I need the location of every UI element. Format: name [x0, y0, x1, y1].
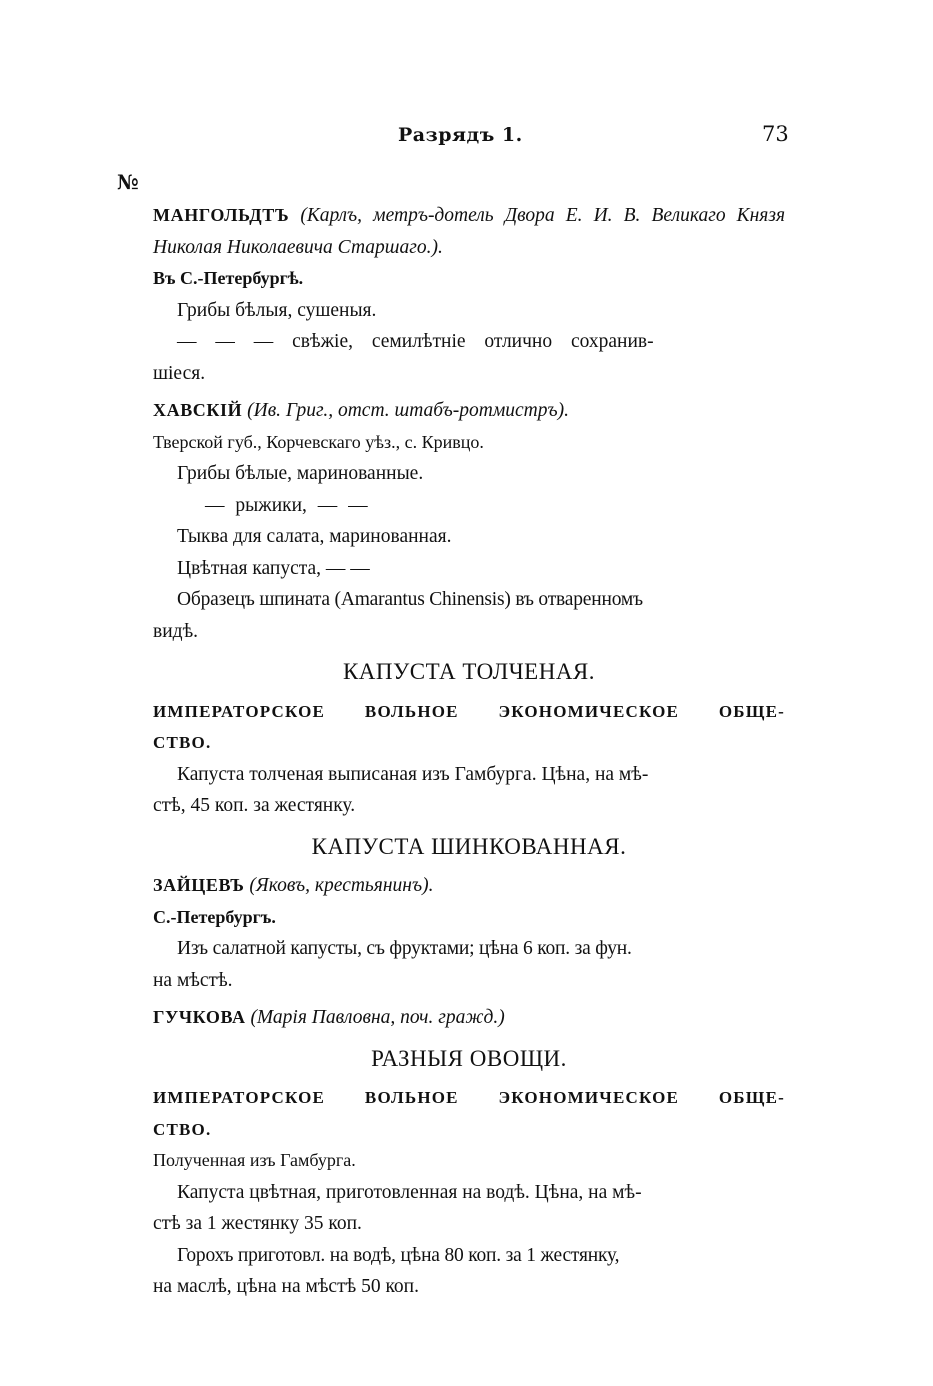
exhibit-item-continuation: стѣ за 1 жестянку 35 коп.: [153, 1213, 362, 1234]
exhibit-item: Изъ салатной капусты, съ фруктами; цѣна 6 коп. за фун.: [177, 938, 632, 959]
exhibitor-name: ЗАЙЦЕВЪ: [153, 875, 245, 895]
exhibitor-description: (Ив. Григ., отст. штабъ-ротмистръ).: [247, 400, 569, 421]
exhibitor-description: (Яковъ, крестьянинъ).: [249, 875, 434, 896]
page-body: [153, 200, 785, 1303]
exhibitor-name: ГУЧКОВА: [153, 1007, 246, 1027]
exhibitor-location: С.-Петербургъ.: [153, 906, 276, 927]
exhibit-item: Капуста толченая выписаная изъ Гамбурга. Цѣна, на мѣ-: [177, 763, 649, 785]
exhibitor-name: МАНГОЛЬДТЪ: [153, 205, 290, 225]
exhibitor-description: (Карлъ, метръ-дотель Двора Е. И. В. Великаго Князя Николая Николаевича Старшаго.).: [153, 205, 786, 258]
exhibitor-location: Тверской губ., Корчевскаго уѣз., с. Кривцо.: [153, 431, 484, 452]
exhibitor-entry: [153, 200, 785, 263]
exhibit-item: Капуста цвѣтная, приготовленная на водѣ. Цѣна, на мѣ-: [177, 1181, 642, 1203]
section-heading: РАЗНЫЯ ОВОЩИ.: [371, 1045, 567, 1071]
exhibitor-description: (Марія Павловна, поч. гражд.): [250, 1007, 505, 1028]
exhibit-item: — рыжики, — —: [205, 494, 368, 516]
exhibit-item-continuation: видѣ.: [153, 620, 199, 642]
organization-name-continuation: СТВО.: [153, 1119, 212, 1139]
exhibit-item-continuation: на мѣстѣ.: [153, 969, 233, 991]
numero-sign: №: [117, 170, 139, 194]
exhibit-item-continuation: стѣ, 45 коп. за жестянку.: [153, 795, 356, 816]
exhibit-item: Образецъ шпината (Amarantus Chinensis) въ отваренномъ: [177, 589, 643, 610]
exhibit-item: — — — свѣжіе, семилѣтніе отлично сохранив-: [177, 331, 654, 352]
page-number: 73: [762, 122, 789, 146]
exhibit-item-continuation: шіеся.: [153, 362, 206, 384]
exhibitor-entry: [153, 395, 785, 427]
exhibit-item: Грибы бѣлые, маринованные.: [177, 463, 424, 484]
exhibit-item: Тыква для салата, маринованная.: [177, 526, 452, 547]
organization-name-continuation: СТВО.: [153, 733, 212, 752]
running-header: Разрядъ 1.: [398, 124, 523, 146]
section-heading: КАПУСТА ШИНКОВАННАЯ.: [311, 833, 627, 859]
exhibitor-entry: [153, 1002, 785, 1034]
exhibit-item: Горохъ приготовл. на водѣ, цѣна 80 коп. за 1 жестянку,: [177, 1244, 620, 1266]
organization-name: ИМПЕРАТОРСКОЕ ВОЛЬНОЕ ЭКОНОМИЧЕСКОЕ ОБЩЕ-: [153, 701, 785, 721]
exhibit-item-continuation: на маслѣ, цѣна на мѣстѣ 50 коп.: [153, 1276, 419, 1297]
exhibitor-location: Въ С.-Петербургѣ.: [153, 268, 304, 288]
exhibit-item: Цвѣтная капуста, — —: [177, 557, 370, 579]
exhibit-origin: Полученная изъ Гамбурга.: [153, 1150, 356, 1170]
section-heading: КАПУСТА ТОЛЧЕНАЯ.: [342, 659, 596, 684]
exhibitor-entry: [153, 870, 785, 902]
exhibit-item: Грибы бѣлыя, сушеныя.: [177, 299, 377, 321]
exhibitor-name: ХАВСКІЙ: [153, 400, 243, 420]
organization-name: ИМПЕРАТОРСКОЕ ВОЛЬНОЕ ЭКОНОМИЧЕСКОЕ ОБЩЕ-: [153, 1088, 785, 1107]
